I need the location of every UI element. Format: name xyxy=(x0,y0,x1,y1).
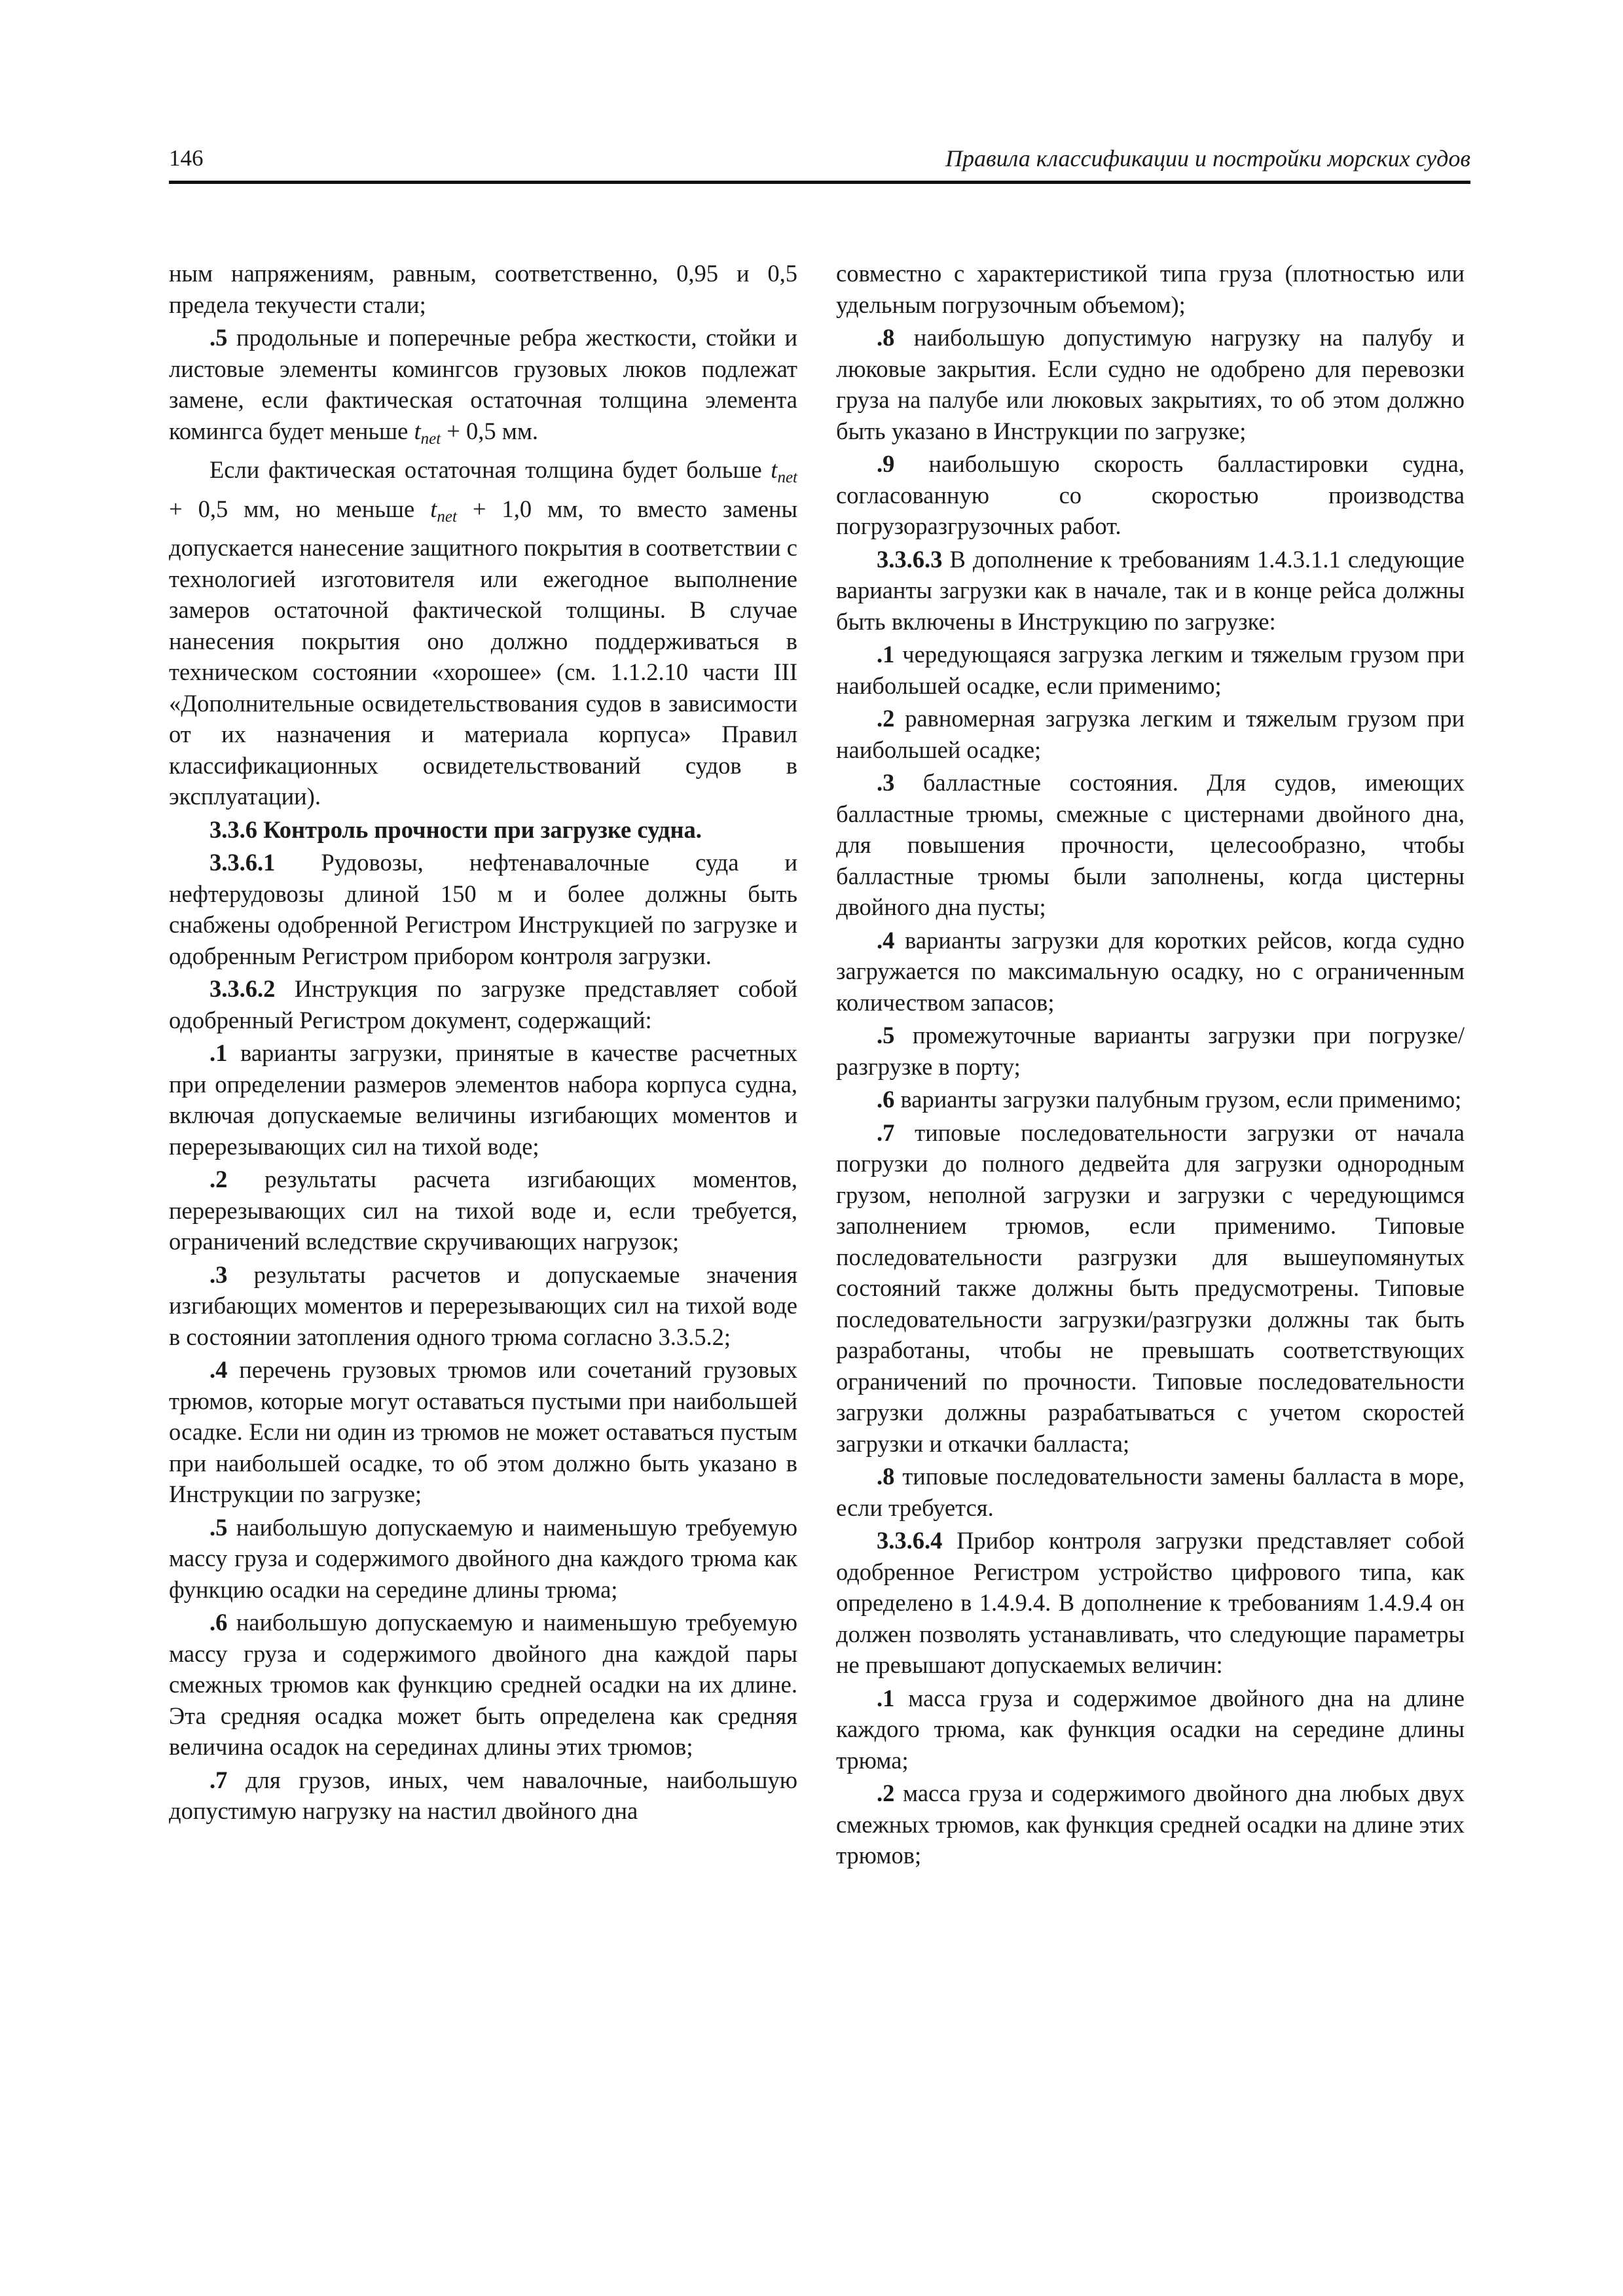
paragraph-text: продольные и поперечные ребра жесткости, стойки и листовые элементы комингсов грузовых люков подлежат замене, если фактическая остаточная толщина элемента комингса будет меньше xyxy=(169,324,797,444)
right-column xyxy=(836,258,1465,1871)
page-number: 146 xyxy=(169,145,204,171)
running-title: Правила классификации и постройки морских судов xyxy=(945,145,1470,171)
list-item xyxy=(169,1607,797,1763)
item-text: варианты загрузки, принятые в качестве расчетных при определении размеров элементов набора корпуса судна, включая допускаемые величины изгибающих моментов и перерезывающих сил на тихой воде; xyxy=(169,1039,797,1160)
item-text: промежуточные варианты загрузки при погрузке/разгрузке в порту; xyxy=(836,1022,1465,1080)
clause-3-3-6-4 xyxy=(836,1525,1465,1681)
clause-number: 3.3.6.4 xyxy=(877,1527,943,1554)
list-item xyxy=(836,767,1465,923)
item-number: .2 xyxy=(877,1780,895,1806)
t-net-variable: $t_{net}$ xyxy=(771,456,797,486)
item-text: для грузов, иных, чем навалочные, наибольшую допустимую нагрузку на настил двойного дна xyxy=(169,1766,797,1824)
item-number: .8 xyxy=(877,1463,895,1490)
item-text: результаты расчета изгибающих моментов, перерезывающих сил на тихой воде и, если требуется, ограничений вследствие скручивающих нагрузок; xyxy=(169,1166,797,1255)
clause-text: Инструкция по загрузке представляет собой одобренный Регистром документ, содержащий: xyxy=(169,975,797,1033)
list-item xyxy=(836,1117,1465,1460)
item-text: варианты загрузки для коротких рейсов, когда судно загружается по максимальную осадку, но с ограниченным количеством запасов; xyxy=(836,926,1465,1016)
item-text: наибольшую допустимую нагрузку на палубу и люковые закрытия. Если судно не одобрено для перевозки груза на палубе или люковых закрытиях, то об этом должно быть указано в Инструкции по загрузке; xyxy=(836,324,1465,444)
item-number: .3 xyxy=(877,769,895,796)
paragraph-text: + 0,5 мм. xyxy=(441,417,539,444)
item-number: .6 xyxy=(877,1086,895,1113)
clause-3-3-6-1 xyxy=(169,847,797,971)
item-number: .2 xyxy=(210,1166,228,1193)
item-number: .9 xyxy=(877,450,895,477)
clause-text: Прибор контроля загрузки представляет собой одобренное Регистром устройство цифрового типа, как определено в 1.4.9.4. В дополнение к требованиям 1.4.9.4 он должен позволять устанавливать, что следующие параметры не превышают допускаемых величин: xyxy=(836,1527,1465,1678)
t-net-variable: $t_{net}$ xyxy=(430,495,457,526)
list-item xyxy=(836,1084,1465,1115)
clause-text: В дополнение к требованиям 1.4.3.1.1 следующие варианты загрузки как в начале, так и в конце рейса должны быть включены в Инструкцию по загрузке: xyxy=(836,545,1465,635)
list-item xyxy=(836,448,1465,542)
item-text: варианты загрузки палубным грузом, если применимо; xyxy=(894,1086,1462,1113)
paragraph-text: + 1,0 мм, то вместо замены допускается нанесение защитного покрытия в соответствии с технологией изготовителя или ежегодное выполнение замеров остаточной фактической толщины. В случае нанесения покрытия оно должно поддерживаться в техническом состоянии «хорошее» (см. 1.1.2.10 части III «Дополнительные освидетельствования судов в зависимости от их назначения и материала корпуса» Правил классификационных освидетельствований судов в эксплуатации). xyxy=(169,495,797,810)
paragraph-coating xyxy=(169,454,797,812)
item-number: .3 xyxy=(210,1261,228,1288)
list-item xyxy=(169,1259,797,1353)
clause-3-3-6-2 xyxy=(169,973,797,1035)
page-header xyxy=(169,145,1470,184)
paragraph-item-5 xyxy=(169,322,797,454)
item-text: масса груза и содержимого двойного дна любых двух смежных трюмов, как функция средней осадки на длине этих трюмов; xyxy=(836,1780,1465,1869)
list-item xyxy=(169,1765,797,1827)
item-text: чередующаяся загрузка легким и тяжелым грузом при наибольшей осадке, если применимо; xyxy=(836,641,1465,699)
item-text: типовые последовательности замены балласта в море, если требуется. xyxy=(836,1463,1465,1521)
paragraph-text: Если фактическая остаточная толщина будет больше xyxy=(210,456,771,483)
list-item xyxy=(836,925,1465,1018)
list-item xyxy=(836,1778,1465,1871)
item-text: наибольшую допускаемую и наименьшую требуемую массу груза и содержимого двойного дна каждой пары смежных трюмов как функцию средней осадки на их длине. Эта средняя осадка может быть определена как средняя величина осадок на серединах длины этих трюмов; xyxy=(169,1609,797,1760)
item-number: .7 xyxy=(877,1119,895,1146)
item-number: .5 xyxy=(877,1022,895,1049)
list-item xyxy=(169,1164,797,1257)
item-number: .7 xyxy=(210,1766,228,1793)
list-item xyxy=(836,703,1465,765)
paragraph-continued: совместно с характеристикой типа груза (плотностью или удельным погрузочным объемом); xyxy=(836,260,1465,318)
paragraph-text: + 0,5 мм, но меньше xyxy=(169,495,431,522)
item-number: .4 xyxy=(877,926,895,954)
list-item xyxy=(169,1354,797,1510)
list-item xyxy=(169,1037,797,1162)
item-text: масса груза и содержимое двойного дна на длине каждого трюма, как функция осадки на середине длины трюма; xyxy=(836,1684,1465,1774)
item-number: .2 xyxy=(877,705,895,732)
list-item xyxy=(836,639,1465,701)
item-text: наибольшую допускаемую и наименьшую требуемую массу груза и содержимого двойного дна каждого трюма как функцию осадки на середине длины трюма; xyxy=(169,1513,797,1603)
clause-text: Рудовозы, нефтенавалочные суда и нефтерудовозы длиной 150 м и более должны быть снабжены одобренной Регистром Инструкцией по загрузке и одобренным Регистром прибором контроля загрузки. xyxy=(169,849,797,969)
item-number: .1 xyxy=(210,1039,228,1066)
list-item xyxy=(836,1683,1465,1776)
list-item xyxy=(169,1512,797,1605)
item-text: перечень грузовых трюмов или сочетаний грузовых трюмов, которые могут оставаться пустыми при наибольшей осадке. Если ни один из трюмов не может оставаться пустым при наибольшей осадке, то об этом должно быть указано в Инструкции по загрузке; xyxy=(169,1356,797,1507)
item-text: равномерная загрузка легким и тяжелым грузом при наибольшей осадке; xyxy=(836,705,1465,763)
item-text: балластные состояния. Для судов, имеющих балластные трюмы, смежные с цистернами двойного дна, для повышения прочности, целесообразно, чтобы балластные трюмы были заполнены, когда цистерны двойного дна пусты; xyxy=(836,769,1465,920)
clause-number: 3.3.6.3 xyxy=(877,545,943,573)
item-number: .5 xyxy=(210,324,228,351)
list-item xyxy=(836,1020,1465,1082)
clause-3-3-6-3 xyxy=(836,544,1465,637)
item-number: .1 xyxy=(877,1684,895,1712)
item-number: .5 xyxy=(210,1513,228,1541)
item-text: типовые последовательности загрузки от начала погрузки до полного дедвейта для загрузки однородным грузом, неполной загрузки и загрузки с чередующимся заполнением трюмов, если применимо. Типовые последовательности разгрузки для вышеупомянутых состояний также должны быть предусмотрены. Типовые последовательности загрузки/разгрузки должны так быть разработаны, чтобы не превышать соответствующих ограничений по прочности. Типовые последовательности загрузки должны разрабатываться с учетом скоростей загрузки и откачки балласта; xyxy=(836,1119,1465,1457)
clause-number: 3.3.6.1 xyxy=(210,849,276,876)
list-item xyxy=(836,1461,1465,1523)
item-number: .1 xyxy=(877,641,895,668)
item-text: результаты расчетов и допускаемые значения изгибающих моментов и перерезывающих сил на тихой воде в состоянии затопления одного трюма согласно 3.3.5.2; xyxy=(169,1261,797,1350)
item-text: наибольшую скорость балластировки судна, согласованную со скоростью производства погрузоразгрузочных работ. xyxy=(836,450,1465,539)
section-heading: 3.3.6 Контроль прочности при загрузке судна. xyxy=(210,816,702,843)
item-number: .8 xyxy=(877,324,895,351)
paragraph-continued: ным напряжениям, равным, соответственно, 0,95 и 0,5 предела текучести стали; xyxy=(169,260,797,318)
clause-number: 3.3.6.2 xyxy=(210,975,276,1002)
left-column xyxy=(169,258,797,1827)
list-item xyxy=(836,322,1465,446)
t-net-variable: $t_{net}$ xyxy=(414,417,441,448)
item-number: .6 xyxy=(210,1609,228,1636)
item-number: .4 xyxy=(210,1356,228,1383)
